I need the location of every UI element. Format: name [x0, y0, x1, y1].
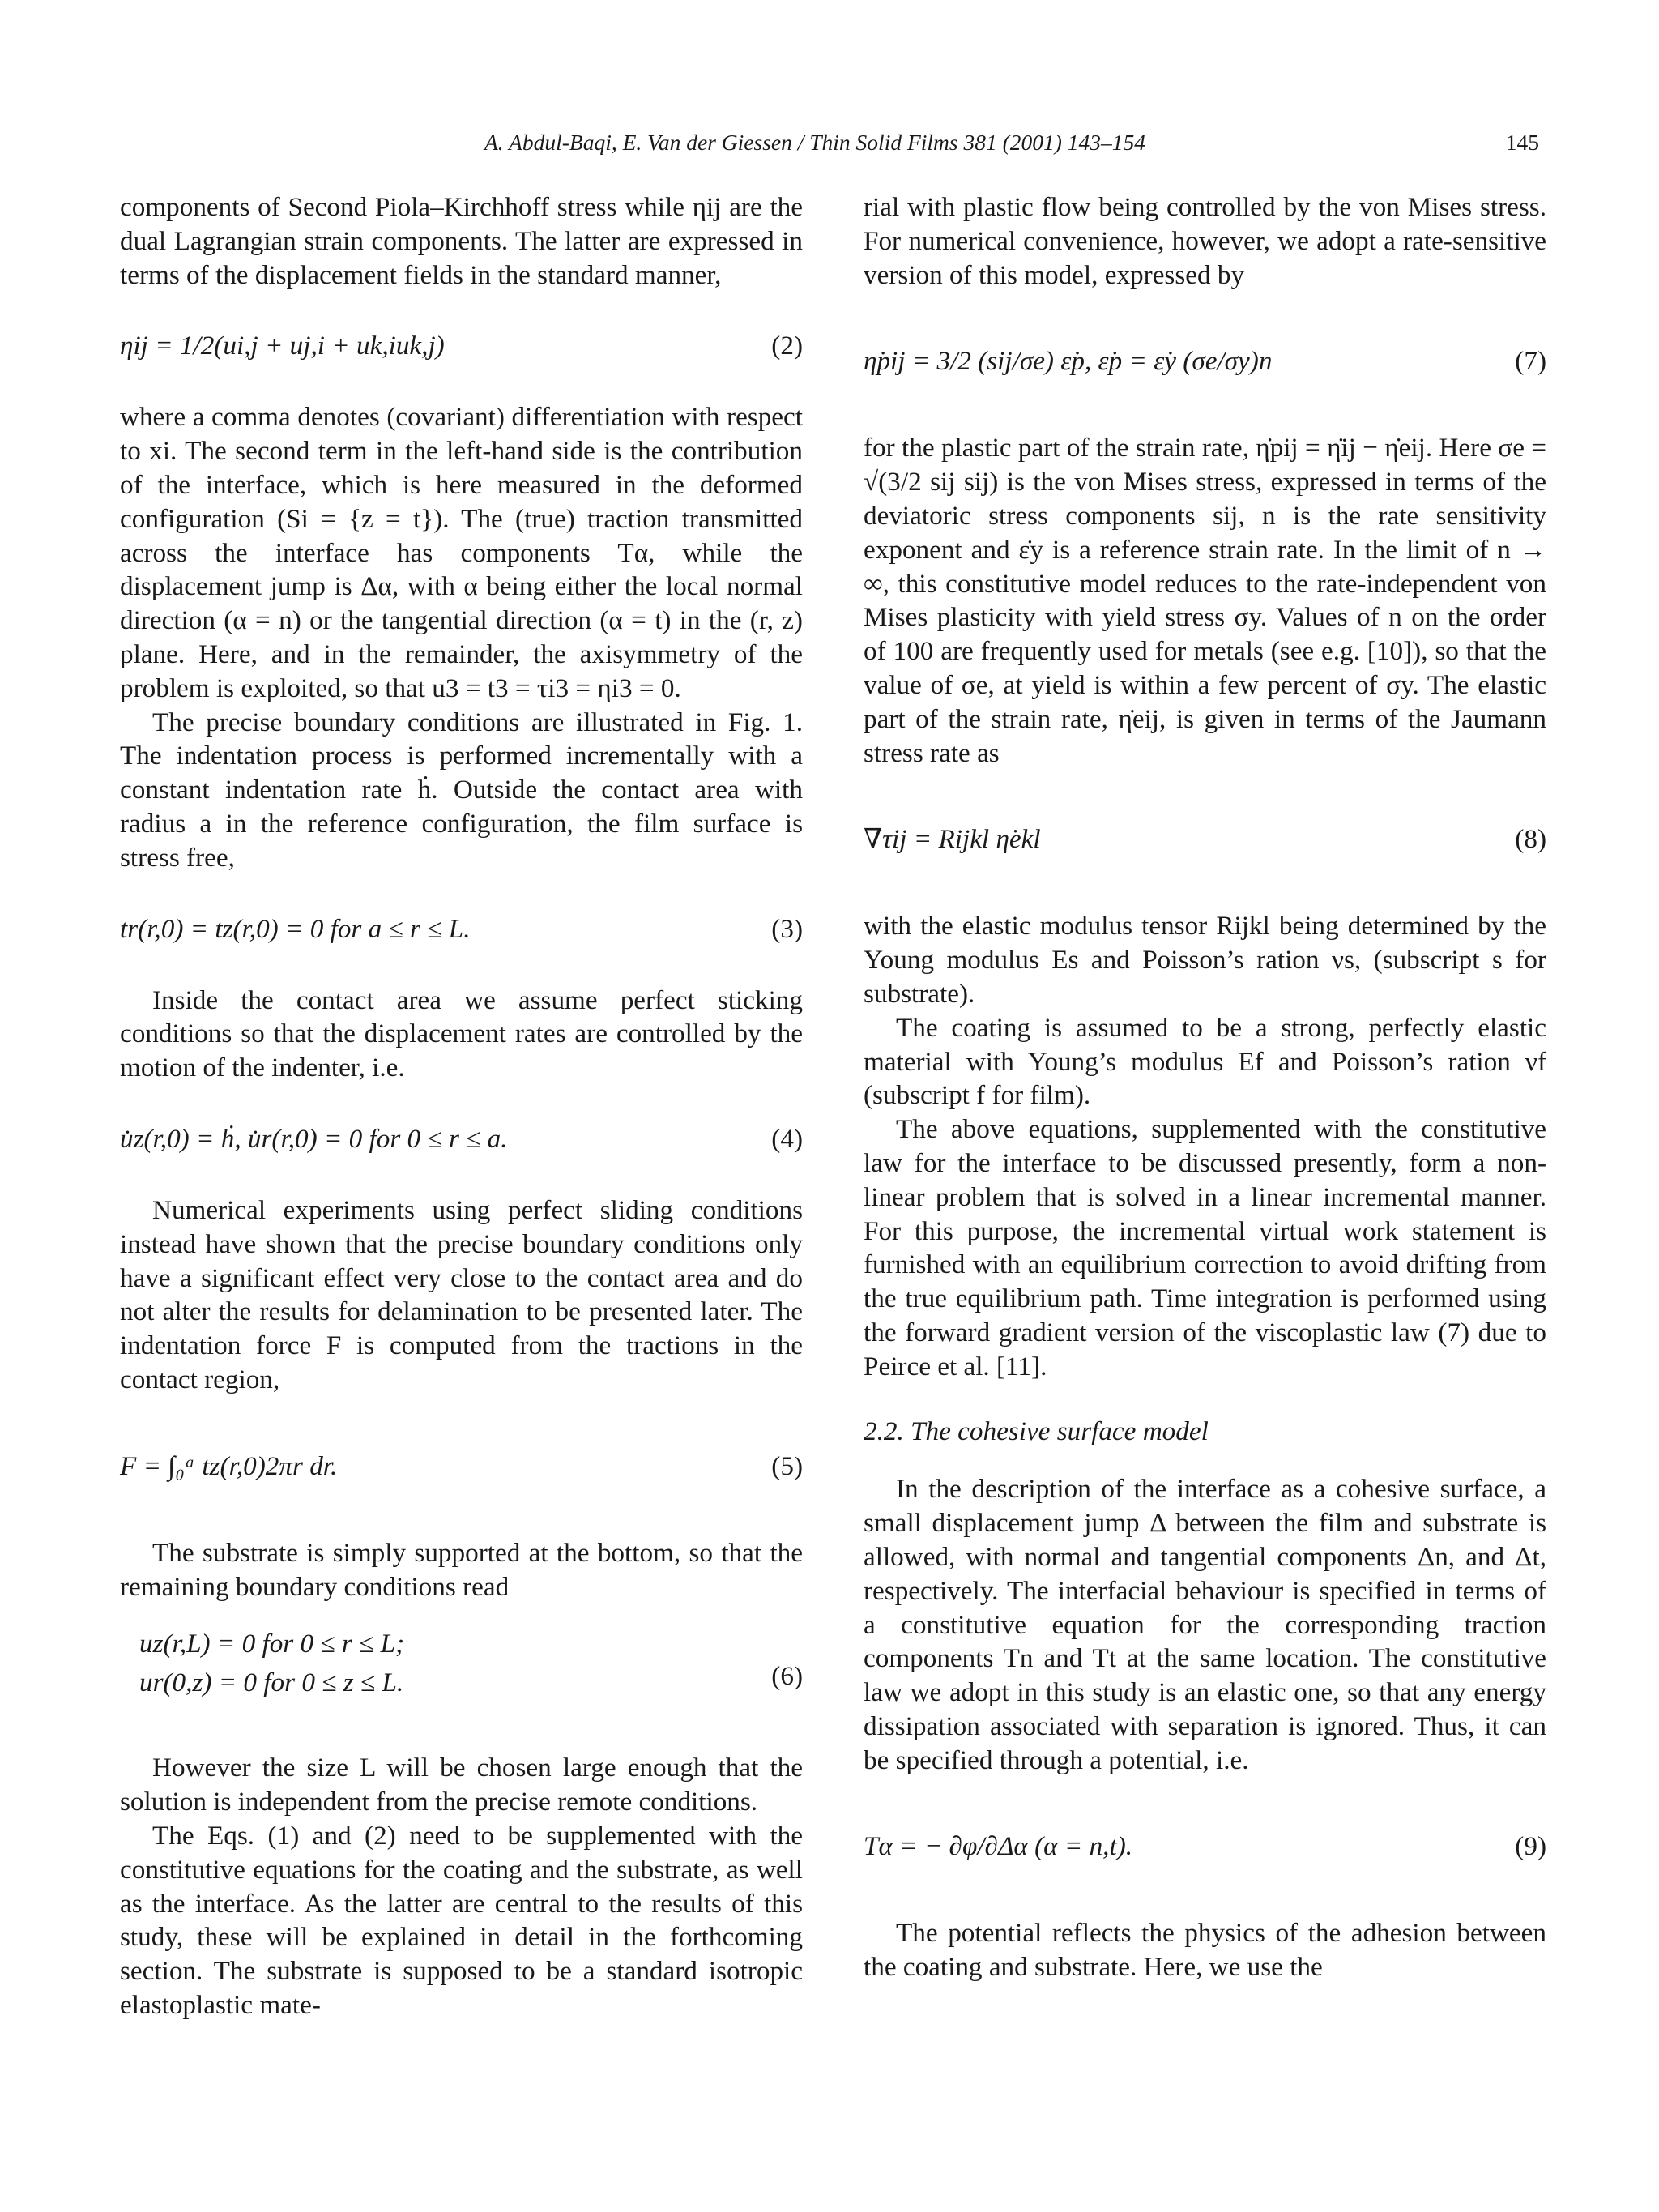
running-header: [0, 130, 1659, 169]
section-heading: 2.2. The cohesive surface model: [864, 1416, 1209, 1446]
equation-body: η̇pij = 3/2 (sij/σe) ε̇p, ε̇p = ε̇y (σe/σy)n: [864, 346, 1273, 377]
paragraph: Inside the contact area we assume perfect sticking conditions so that the displacement rates are controlled by the motion of the indenter, i.e.: [120, 984, 803, 1083]
equation-body: Tα = − ∂φ/∂Δα (α = n,t).: [864, 1831, 1133, 1862]
running-title: A. Abdul-Baqi, E. Van der Giessen / Thin Solid Films 381 (2001) 143–154: [484, 130, 1146, 155]
left-column: [120, 190, 803, 2022]
equation-number: (8): [1515, 824, 1546, 855]
paragraph: The substrate is simply supported at the bottom, so that the remaining boundary conditions read: [120, 1537, 803, 1602]
paragraph: with the elastic modulus tensor Rijkl being determined by the Young modulus Es and Poisson’s ration νs, (subscript s for substrate).: [864, 911, 1546, 1009]
paragraph: The coating is assumed to be a strong, perfectly elastic material with Young’s modulus Ef and Poisson’s ration νf (subscript f for film).: [864, 1012, 1546, 1111]
equation-number: (9): [1515, 1831, 1546, 1862]
paragraph: However the size L will be chosen large enough that the solution is independent from the precise remote conditions.: [120, 1753, 803, 1817]
equation-body: tr(r,0) = tz(r,0) = 0 for a ≤ r ≤ L.: [120, 913, 471, 944]
equation-6: [120, 1625, 803, 1730]
paragraph: where a comma denotes (covariant) differentiation with respect to xi. The second term in the left-hand side is the contribution of the interface, which is here measured in the deformed configuration (Si = {z = t}). The (true) traction transmitted across the interface has components Tα, while the displacement jump is Δα, with α being either the local normal direction (α = n) or the tangential direction (α = t) in the (r, z) plane. Here, and in the remainder, the axisymmetry of the problem is exploited, so that u3 = t3 = τi3 = ηi3 = 0.: [120, 402, 803, 703]
equation-7: [864, 313, 1546, 410]
equation-body: ∇τij = Rijkl η̇ekl: [864, 824, 1041, 855]
paragraph: The Eqs. (1) and (2) need to be supplemented with the constitutive equations for the coating and the substrate, as well as the interface. As the latter are central to the results of this study, these will be explained in detail in the forthcoming section. The substrate is supposed to be a standard isotropic elastoplastic mate-: [120, 1820, 803, 2020]
equation-number: (5): [771, 1450, 803, 1481]
equation-body: F = ∫₀ᵃ tz(r,0)2πr dr.: [120, 1450, 338, 1481]
paragraph: The above equations, supplemented with the constitutive law for the interface to be discussed presently, form a non-linear problem that is solved in a linear incremental manner. For this purpose, the incremental virtual work statement is furnished with an equilibrium correction to avoid drifting from the true equilibrium path. Time integration is performed using the forward gradient version of the viscoplastic law (7) due to Peirce et al. [11].: [864, 1114, 1546, 1381]
equation-number: (4): [771, 1123, 803, 1154]
paragraph: components of Second Piola–Kirchhoff stress while ηij are the dual Lagrangian strain components. The latter are expressed in terms of the displacement fields in the standard manner,: [120, 192, 803, 290]
equation-number: (3): [771, 913, 803, 944]
equation-3: [120, 896, 803, 963]
paragraph: rial with plastic flow being controlled by the von Mises stress. For numerical convenience, however, we adopt a rate-sensitive version of this model, expressed by: [864, 192, 1546, 290]
equation-number: (6): [771, 1661, 803, 1692]
paragraph: In the description of the interface as a cohesive surface, a small displacement jump Δ between the film and substrate is allowed, with normal and tangential components Δn, and Δt, respectively. The interfacial behaviour is specified in terms of a constitutive equation for the corresponding traction components Tn and Tt at the same location. The constitutive law we adopt in this study is an elastic one, so that any energy dissipation associated with separation is ignored. Thus, it can be specified through a potential, i.e.: [864, 1474, 1546, 1775]
equation-8: [864, 791, 1546, 888]
paragraph: for the plastic part of the strain rate, η̇pij = η̇ij − η̇eij. Here σe = √(3/2 sij sij) is the von Mises stress, expressed in terms of the deviatoric stress components sij, n is the rate sensitivity exponent and ε̇y is a reference strain rate. In the limit of n → ∞, this constitutive model reduces to the rate-independent von Mises plasticity with yield stress σy. Values of n on the order of 100 are frequently used for metals (see e.g. [10]), so that the value of σe, at yield is within a few percent of σy. The elastic part of the strain rate, η̇eij, is given in terms of the Jaumann stress rate as: [864, 433, 1546, 768]
equation-number: (7): [1515, 346, 1546, 377]
page-number: 145: [1505, 130, 1539, 155]
equation-5: [120, 1418, 803, 1515]
equation-body: u̇z(r,0) = ḣ, u̇r(r,0) = 0 for 0 ≤ r ≤ a.: [120, 1123, 508, 1154]
paragraph: The precise boundary conditions are illustrated in Fig. 1. The indentation process is performed incrementally with a constant indentation rate ḣ. Outside the contact area with radius a in the reference configuration, the film surface is stress free,: [120, 707, 803, 873]
equation-number: (2): [771, 331, 803, 361]
paragraph: The potential reflects the physics of the adhesion between the coating and substrate. Here, we use the: [864, 1918, 1546, 1983]
equation-9: [864, 1798, 1546, 1895]
paragraph: Numerical experiments using perfect sliding conditions instead have shown that the precise boundary conditions only have a significant effect very close to the contact area and do not alter the results for delamination to be presented later. The indentation force F is computed from the tractions in the contact region,: [120, 1194, 803, 1394]
equation-row: uz(r,L) = 0 for 0 ≤ r ≤ L;: [139, 1629, 405, 1659]
equation-2: [120, 313, 803, 379]
right-column: [864, 190, 1546, 1984]
equation-4: [120, 1106, 803, 1172]
equation-row: ur(0,z) = 0 for 0 ≤ z ≤ L.: [139, 1668, 404, 1698]
equation-body: ηij = 1/2(ui,j + uj,i + uk,iuk,j): [120, 331, 445, 361]
